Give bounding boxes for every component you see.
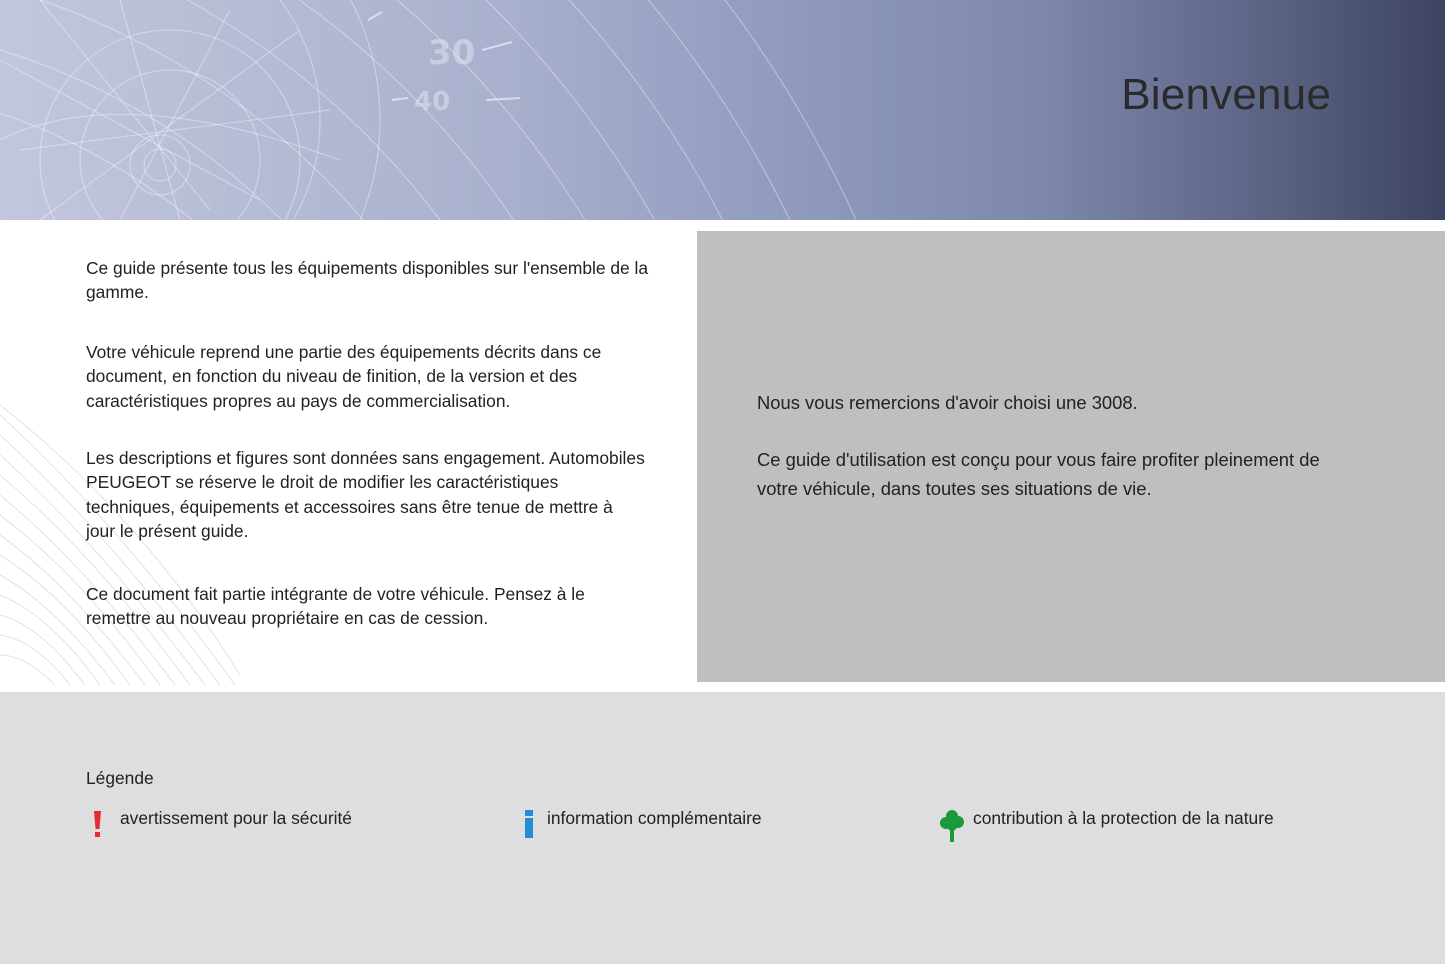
header-banner [0,0,1445,220]
info-icon [513,808,533,847]
intro-paragraph-4: Ce document fait partie intégrante de votre véhicule. Pensez à le remettre au nouveau propriétaire en cas de cession. [86,584,585,629]
legend-label-nature: contribution à la protection de la nature [973,808,1274,828]
gauge-number-40: 40 [414,87,451,117]
intro-paragraph-3: Les descriptions et figures sont données sans engagement. Automobiles PEUGEOT se réserve le droit de modifier les caractéristiques techniques, équipements et accessoires sans être tenue de mettre à jour le présent guide. [86,448,645,542]
legend-title: Légende [86,768,154,788]
tree-icon [939,808,969,849]
legend-label-info: information complémentaire [547,808,762,828]
intro-paragraph-2: Votre véhicule reprend une partie des équipements décrits dans ce document, en fonction du niveau de finition, de la version et des caractéristiques propres au pays de commercialisation. [86,342,602,411]
legend-section [0,692,1445,964]
gauge-number-30: 30 [428,33,476,73]
page-title: Bienvenue [1121,70,1331,119]
legend-label-safety: avertissement pour la sécurité [120,808,352,828]
welcome-guide-text: Ce guide d'utilisation est conçu pour vous faire profiter pleinement de votre véhicule, dans toutes ses situations de vie. [757,449,1320,499]
welcome-thanks-text: Nous vous remercions d'avoir choisi une 3008. [757,392,1138,413]
exclamation-icon [86,808,106,847]
intro-paragraph-1: Ce guide présente tous les équipements disponibles sur l'ensemble de la gamme. [86,258,649,303]
welcome-box [697,231,1445,682]
